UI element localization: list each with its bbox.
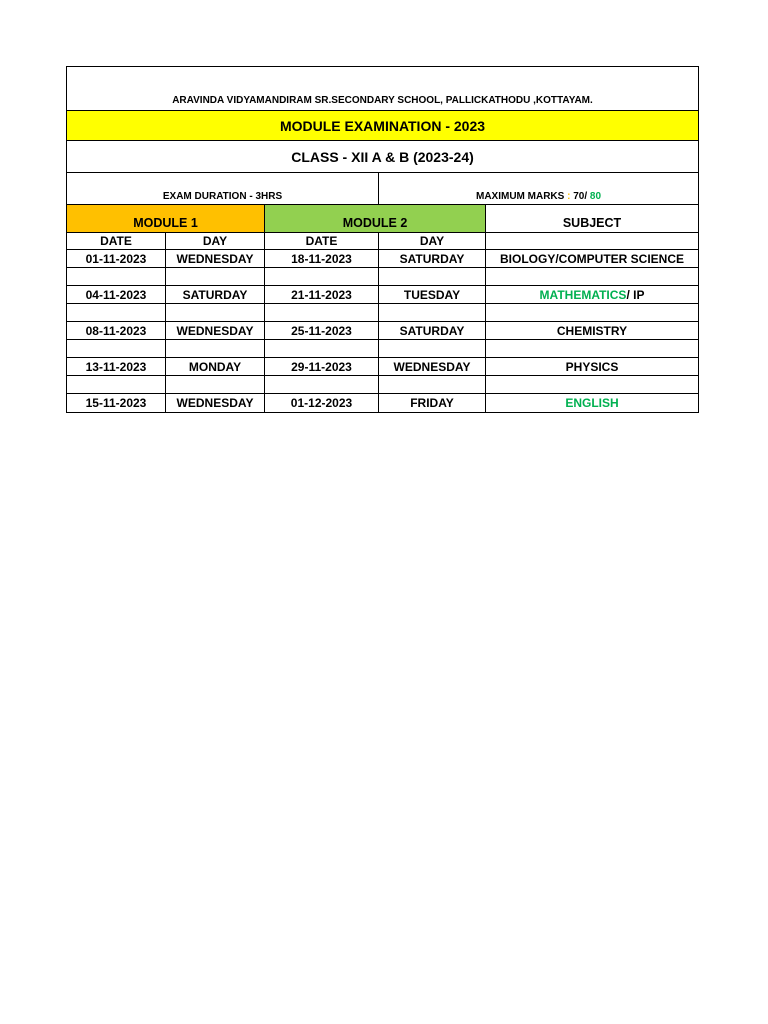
module-1-date: 01-11-2023 [85, 251, 147, 266]
spacer-cell [378, 340, 485, 357]
subject-header: SUBJECT [485, 205, 698, 232]
subject-cell: BIOLOGY/COMPUTER SCIENCE [485, 250, 698, 267]
module-2-header: MODULE 2 [264, 205, 485, 232]
max-marks-label: MAXIMUM MARKS [475, 191, 565, 202]
subject-highlight: MATHEMATICS [539, 287, 627, 302]
school-name: ARAVINDA VIDYAMANDIRAM SR.SECONDARY SCHOOL, PALLICKATHODU ,KOTTAYAM. [172, 95, 593, 106]
maximum-marks [378, 173, 698, 204]
exam-title: MODULE EXAMINATION - 2023 [279, 117, 486, 134]
subject-cell: PHYSICS [485, 358, 698, 375]
spacer-cell [378, 268, 485, 285]
exam-title-row [67, 111, 698, 141]
spacer-cell [264, 376, 378, 393]
module-2-day: SATURDAY [378, 322, 485, 339]
spacer-cell [485, 376, 698, 393]
module-2-day: WEDNESDAY [378, 358, 485, 375]
subject-cell [485, 394, 698, 412]
spacer-cell [165, 268, 264, 285]
date-2-header: DATE [264, 233, 378, 249]
spacer-cell [67, 340, 165, 357]
subject-cell [485, 286, 698, 303]
spacer-cell [67, 376, 165, 393]
spacer-cell [485, 268, 698, 285]
max-marks-value: 70/ [573, 191, 588, 202]
module-2-date: 01-12-2023 [264, 394, 378, 412]
spacer-cell [378, 304, 485, 321]
module-2-day: SATURDAY [378, 250, 485, 267]
spacer-row [67, 268, 698, 286]
module-1-date: 13-11-2023 [85, 359, 147, 374]
module-header-row [67, 205, 698, 233]
exam-duration: EXAM DURATION - 3HRS [162, 191, 283, 202]
table-row [67, 322, 698, 340]
spacer-cell [485, 304, 698, 321]
module-1-day: WEDNESDAY [165, 250, 264, 267]
spacer-cell [264, 304, 378, 321]
school-row [67, 67, 698, 111]
module-2-date: 21-11-2023 [264, 286, 378, 303]
spacer-row [67, 304, 698, 322]
spacer-cell [264, 268, 378, 285]
module-1-date: 15-11-2023 [85, 396, 147, 410]
spacer-cell [165, 304, 264, 321]
module-2-date: 29-11-2023 [264, 358, 378, 375]
spacer-row [67, 376, 698, 394]
spacer-cell [67, 268, 165, 285]
module-2-day: TUESDAY [378, 286, 485, 303]
module-1-day: SATURDAY [165, 286, 264, 303]
subject-highlight: ENGLISH [565, 396, 619, 410]
module-1-day: MONDAY [165, 358, 264, 375]
module-1-day: WEDNESDAY [165, 394, 264, 412]
table-row [67, 358, 698, 376]
spacer-cell [378, 376, 485, 393]
column-header-row [67, 233, 698, 250]
date-1-header: DATE [100, 234, 132, 248]
spacer-cell [165, 376, 264, 393]
spacer-cell [264, 340, 378, 357]
module-1-date: 04-11-2023 [85, 287, 147, 302]
exam-timetable [66, 66, 699, 413]
day-2-header: DAY [378, 233, 485, 249]
max-marks-separator: : [564, 191, 574, 202]
class-title: CLASS - XII A & B (2023-24) [291, 148, 474, 165]
meta-row [67, 173, 698, 205]
spacer-row [67, 340, 698, 358]
module-1-date: 08-11-2023 [85, 323, 147, 338]
subject-rest: / IP [626, 287, 645, 302]
subject-blank-header [485, 233, 698, 249]
max-marks-alt: 80 [587, 191, 602, 202]
module-2-day: FRIDAY [378, 394, 485, 412]
module-1-header: MODULE 1 [67, 205, 264, 232]
module-2-date: 25-11-2023 [264, 322, 378, 339]
spacer-cell [67, 304, 165, 321]
module-2-date: 18-11-2023 [264, 250, 378, 267]
subject-cell: CHEMISTRY [485, 322, 698, 339]
table-row [67, 250, 698, 268]
table-row [67, 286, 698, 304]
spacer-cell [485, 340, 698, 357]
class-row [67, 141, 698, 173]
module-1-day: WEDNESDAY [165, 322, 264, 339]
day-1-header: DAY [165, 233, 264, 249]
spacer-cell [165, 340, 264, 357]
table-row [67, 394, 698, 412]
